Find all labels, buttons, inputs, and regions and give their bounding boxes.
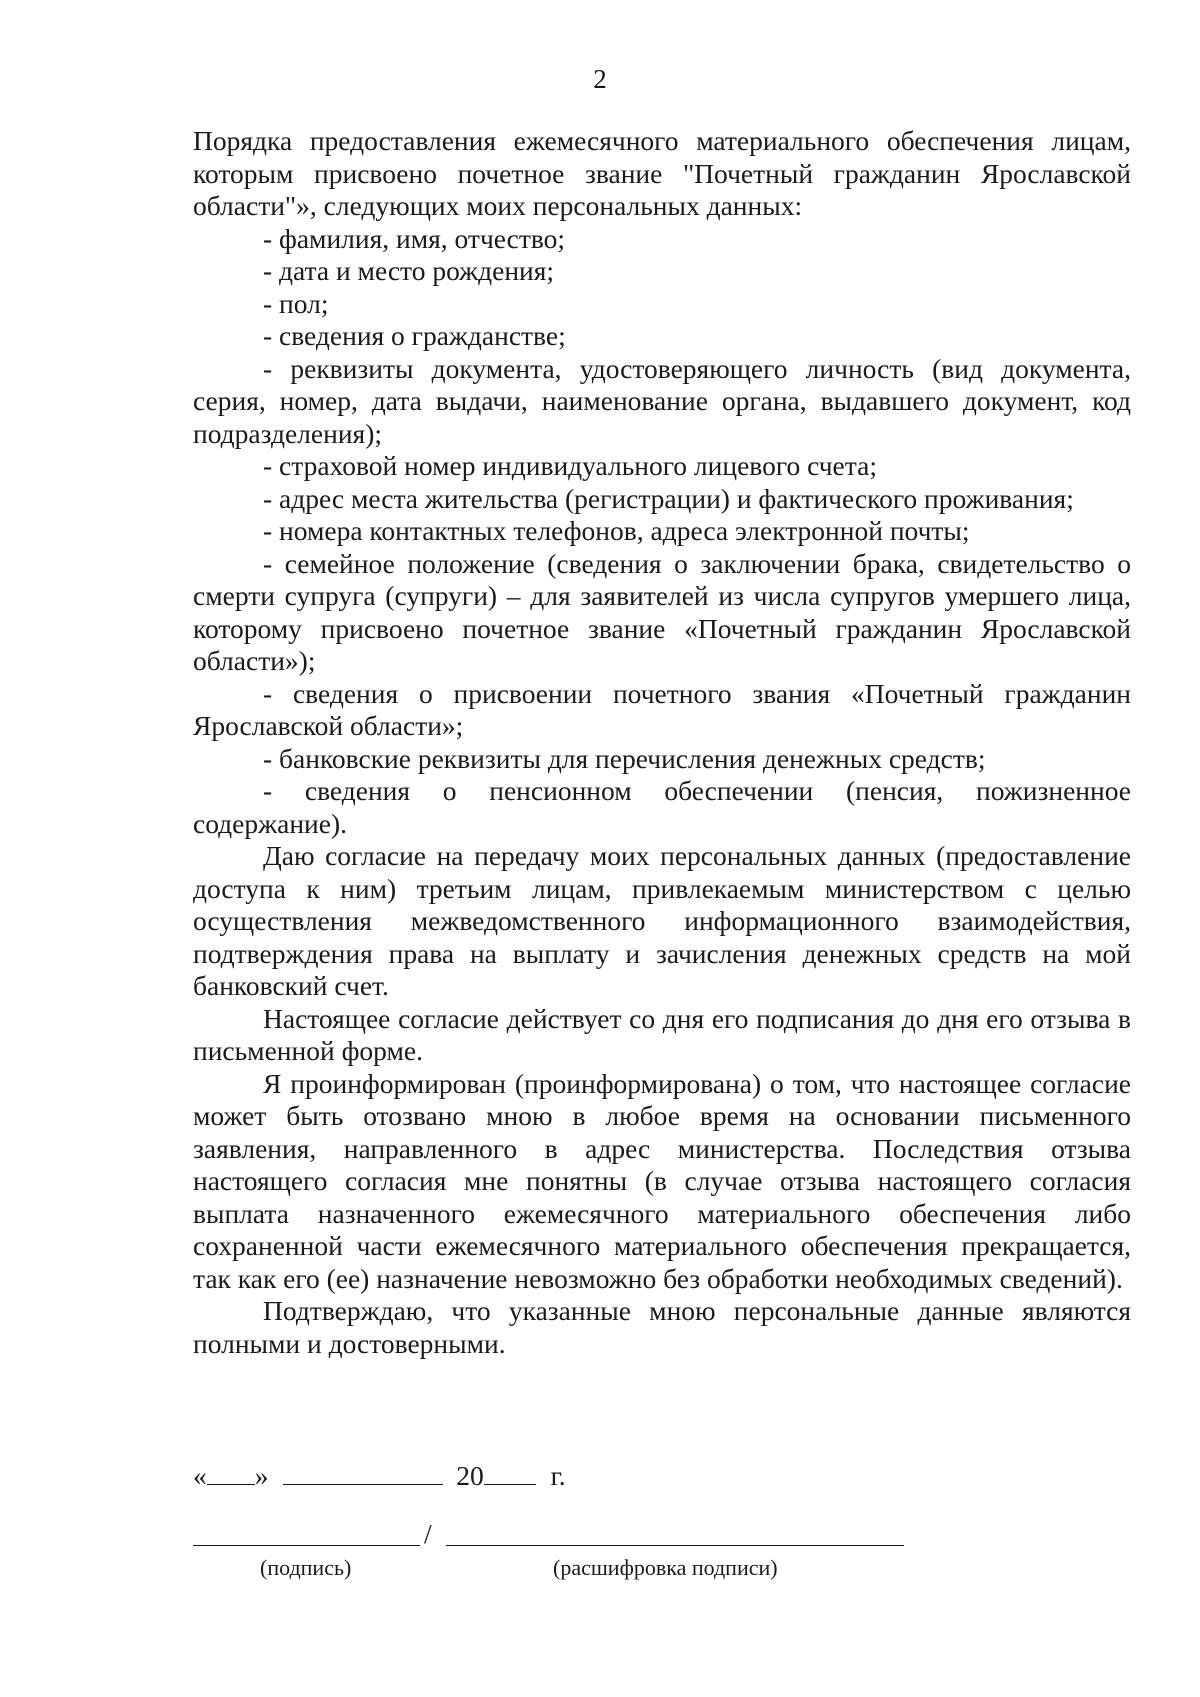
list-item: - адрес места жительства (регистрации) и фактического проживания; [263, 482, 1074, 514]
list-item: - страховой номер индивидуального лицевого счета; [263, 450, 877, 481]
signature-blank[interactable] [193, 1545, 420, 1546]
page-number: 2 [593, 64, 607, 94]
signature-decode-caption: (расшифровка подписи) [553, 1555, 778, 1580]
list-item: - сведения о гражданстве; [263, 320, 566, 351]
paragraph: Настоящее согласие действует со дня его подписания до дня его отзыва в письменной форме. [193, 1002, 1131, 1066]
year-prefix: 20 [456, 1460, 484, 1491]
list-item: - пол; [263, 287, 329, 319]
date-line [193, 1460, 566, 1492]
month-blank[interactable] [283, 1460, 443, 1485]
list-item: - реквизиты документа, удостоверяющего личность (вид документа, серия, номер, дата выдачи, наименование органа, выдавшего документ, код подразделения); [193, 352, 1131, 449]
list-item: - семейное положение (сведения о заключении брака, свидетельство о смерти супруга (супруги) – для заявителей из числа супругов умершего лица, которому присвоено почетное звание «Почетный гражданин Ярославской области»); [193, 547, 1131, 676]
list-item: - банковские реквизиты для перечисления денежных средств; [263, 742, 986, 774]
paragraph: Я проинформирован (проинформирована) о том, что настоящее согласие может быть отозвано мною в любое время на основании письменного заявления, направленного в адрес министерства. Последствия отзыва настоящего согласия мне понятны (в случае отзыва настоящего согласия выплата назначенного ежемесячного материального обеспечения либо сохраненной части ежемесячного материального обеспечения прекращается, так как его (ее) назначение невозможно без обработки необходимых сведений). [193, 1067, 1131, 1294]
list-item: - сведения о пенсионном обеспечении (пенсия, пожизненное содержание). [193, 775, 1131, 839]
paragraph: Подтверждаю, что указанные мною персональные данные являются полными и достоверными. [193, 1295, 1131, 1359]
signature-decode-blank[interactable] [446, 1545, 904, 1546]
signature-slash: / [424, 1518, 432, 1549]
year-blank[interactable] [484, 1460, 536, 1485]
year-suffix: г. [550, 1460, 566, 1491]
paragraph: Даю согласие на передачу моих персональных данных (предоставление доступа к ним) третьим лицам, привлекаемым министерством с целью осуществления межведомственного информационного взаимодействия, подтверждения права на выплату и зачисления денежных средств на мой банковский счет. [193, 840, 1131, 1001]
list-item: - дата и место рождения; [263, 255, 555, 286]
paragraph: Порядка предоставления ежемесячного материального обеспечения лицам, которым присвоено почетное звание "Почетный гражданин Ярославской области"», следующих моих персональных данных: [193, 125, 1131, 221]
signature-caption: (подпись) [260, 1555, 352, 1580]
list-item: - сведения о присвоении почетного звания «Почетный гражданин Ярославской области»; [193, 677, 1131, 741]
day-blank[interactable] [207, 1460, 255, 1485]
list-item: - фамилия, имя, отчество; [263, 222, 566, 254]
date-open-quote: « [193, 1460, 207, 1491]
list-item: - номера контактных телефонов, адреса электронной почты; [263, 515, 970, 546]
document-body [193, 125, 1131, 1360]
date-close-quote: » [254, 1460, 269, 1491]
